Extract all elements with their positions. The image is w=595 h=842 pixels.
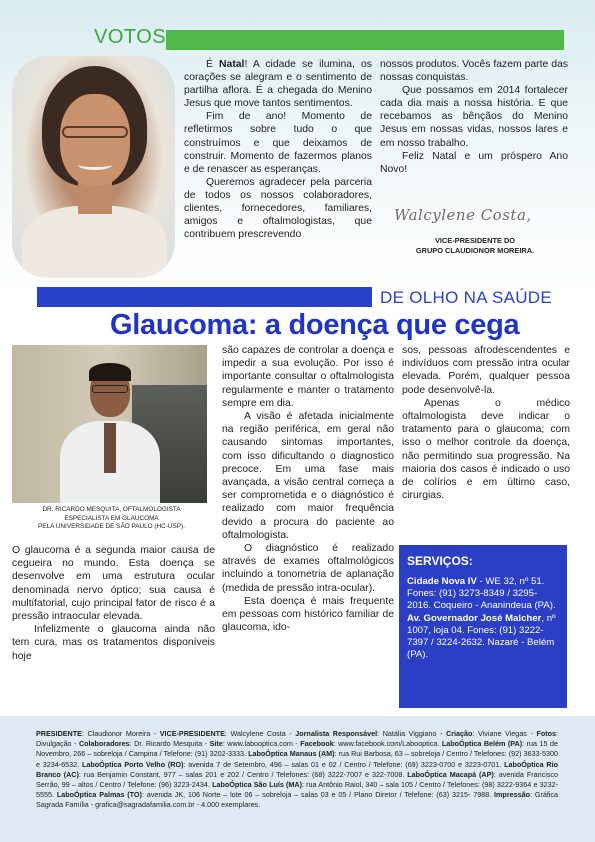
votos-paragraph-2: Fim de ano! Momento de refletirmos sobre tudo o que construímos e que deixamos de construir. Momento de fazermos planos e de renascer as esperanças.: [184, 111, 372, 175]
article-paragraph-2: Infelizmente o glaucoma ainda não tem cura, mas os tratamentos disponíveis hoje: [12, 624, 215, 662]
votos-paragraph-1: É Natal! A cidade se ilumina, os corações se alegram e o sentimento de partilha aflora. É a chegada do Menino Jesus que move tantos sentimentos.: [184, 59, 372, 110]
doctor-photo: [12, 345, 207, 503]
article-paragraph-6: Apenas o médico oftalmologista deve indicar o tratamento para o glaucoma; com isso o melhor controle da doença, não permitindo sua progressão. Na maioria dos casos é indicado o uso de colírios e em último caso, cirurgias.: [402, 397, 570, 502]
votos-column-2: [380, 58, 568, 176]
article-headline: Glaucoma: a doença que cega: [110, 309, 520, 341]
services-title: SERVIÇOS:: [407, 554, 473, 568]
services-body: Cidade Nova IV - WE 32, nº 51. Fones: (91) 3273-8349 / 3295-2016. Coqueiro - Ananindeua (PA). Av. Governador José Malcher, nº 1007, loja 04. Fones: (91) 3222-7397 / 3224-2632. Nazaré - Belém (PA).: [407, 576, 556, 661]
section-bar-votos: [166, 30, 564, 50]
photo-caption: DR. RICARDO MESQUITA, OFTALMOLOGISTA ESPECIALISTA EM GLAUCOMA PELA UNIVERSIDADE DE SÃO PAULO (HC-USP).: [38, 506, 185, 530]
article-paragraph-5-cont: sos, pessoas afrodescendentes e indivíduos com pressão intra ocular elevada. Porém, qualquer pessoa pode desenvolvê-la.: [402, 345, 570, 396]
votos-paragraph-3: Queremos agradecer pela parceria de todos os nossos colaboradores, clientes, fornecedores, familiares, amigos e oftalmologistas, que contribuem prescrevendo: [184, 176, 372, 241]
article-paragraph-4: O diagnóstico é realizado através de exames oftalmológicos incluindo a tonometria de aplanação (medida de pressão intra-ocular).: [222, 543, 394, 594]
votos-paragraph-4: Que possamos em 2014 fortalecer cada dia mais a nossa história. E que recebamos as bênçãos do Menino Jesus em nossas vidas, nossos lares e em nosso trabalho.: [380, 85, 568, 149]
footer-credits: PRESIDENTE: Claudionor Moreira - VICE-PRESIDENTE: Walcylene Costa - Jornalista Responsável: Natália Viggiano - Criação: Viviane Viegas - Fotos: Divulgação - Colaboradores: Dr. Ricardo Mesquita - Site: www.labooptica.com - Facebook: www.facebook.com/Laboоptica. LaboÓptica Belém (PA): rua 15 de Novembro, 266 – sobreloja / Campina / Telefone: (91) 3202-3333. LaboÓptica Manaus (AM): rua Rui Barbosa, 63 – sobreloja / Centro / Telefones: (92) 3633-5300 e 3234-6532. LaboÓptica Porto Velho (RO): avenida 7 de Setembro, 496 – salas 01 e 02 / Centro / Telefone: (69) 3223-0700 e 3223-0701. LaboÓptica Rio Branco (AC): rua Benjamin Constant, 977 – salas 201 e 202 / Centro / Telefones: (68) 3222-7007 e 322-7008. LaboÓptica Macapá (AP): avenida Francisco Serrão, 99 – altos / Centro / Telefone: (96) 3223-2434. LaboÓptica São Luís (MA): rua Antônio Raiol, 340 – sala 105 / Centro / Telefones: (98) 3222-9364 e 3232-5555. LaboÓptica Palmas (TO): avenida JK, 106 Norte – lote 06 – sobreloja – salas 03 e 05 / Plano Diretor / Telefone: (63) 3215- 7988. Impressão: Gráfica Sagrada Família - grafica@sagradafamilia.com.br - 4.000 exemplares.: [36, 729, 559, 810]
article-paragraph-3: A visão é afetada inicialmente na região periférica, em geral não causando sintomas importantes, com isso dificultando o diagnostico precoce. Em uma fase mais avançada, a visão central começa a ser comprometida e o diagnóstico é realizado com maior frequência devido a procura do paciente ao oftalmologista.: [222, 411, 394, 541]
article-paragraph-5: Esta doença é mais frequente em pessoas com histórico familiar de glaucoma, ido-: [222, 595, 394, 634]
article-column-2: [222, 344, 394, 634]
votos-column-1: [184, 58, 372, 241]
services-box: [399, 545, 567, 708]
signature-role: VICE-PRESIDENTE DO GRUPO CLAUDIONOR MOREIRA.: [415, 236, 535, 255]
section-title-votos: VOTOS: [94, 26, 167, 48]
article-column-3: [402, 344, 570, 502]
article-paragraph-1: O glaucoma é a segunda maior causa de cegueira no mundo. Esta doença se desenvolve em uma estrutura ocular denominada nervo óptico; sua causa é multifatorial, cujo principal fator de risco é a pressão intraocular elevada.: [12, 545, 215, 623]
votos-paragraph-5: Feliz Natal e um próspero Ano Novo!: [380, 150, 568, 175]
article-paragraph-2-cont: são capazes de controlar a doença e impedir a sua evolução. Por isso é importante consultar o oftalmologista regularmente e manter o tratamento sempre em dia.: [222, 345, 394, 409]
service-location-2: Av. Governador José Malcher: [407, 612, 542, 624]
vice-president-portrait: [12, 56, 175, 278]
votos-paragraph-3-cont: nossos produtos. Vocês fazem parte das nossas conquistas.: [380, 59, 568, 84]
section-title-saude: DE OLHO NA SAÚDE: [380, 288, 553, 307]
article-column-1: [12, 544, 215, 663]
signature: Walcylene Costa,: [394, 206, 532, 224]
service-location-1: Cidade Nova IV: [407, 576, 477, 587]
section-bar-saude: [37, 287, 372, 307]
